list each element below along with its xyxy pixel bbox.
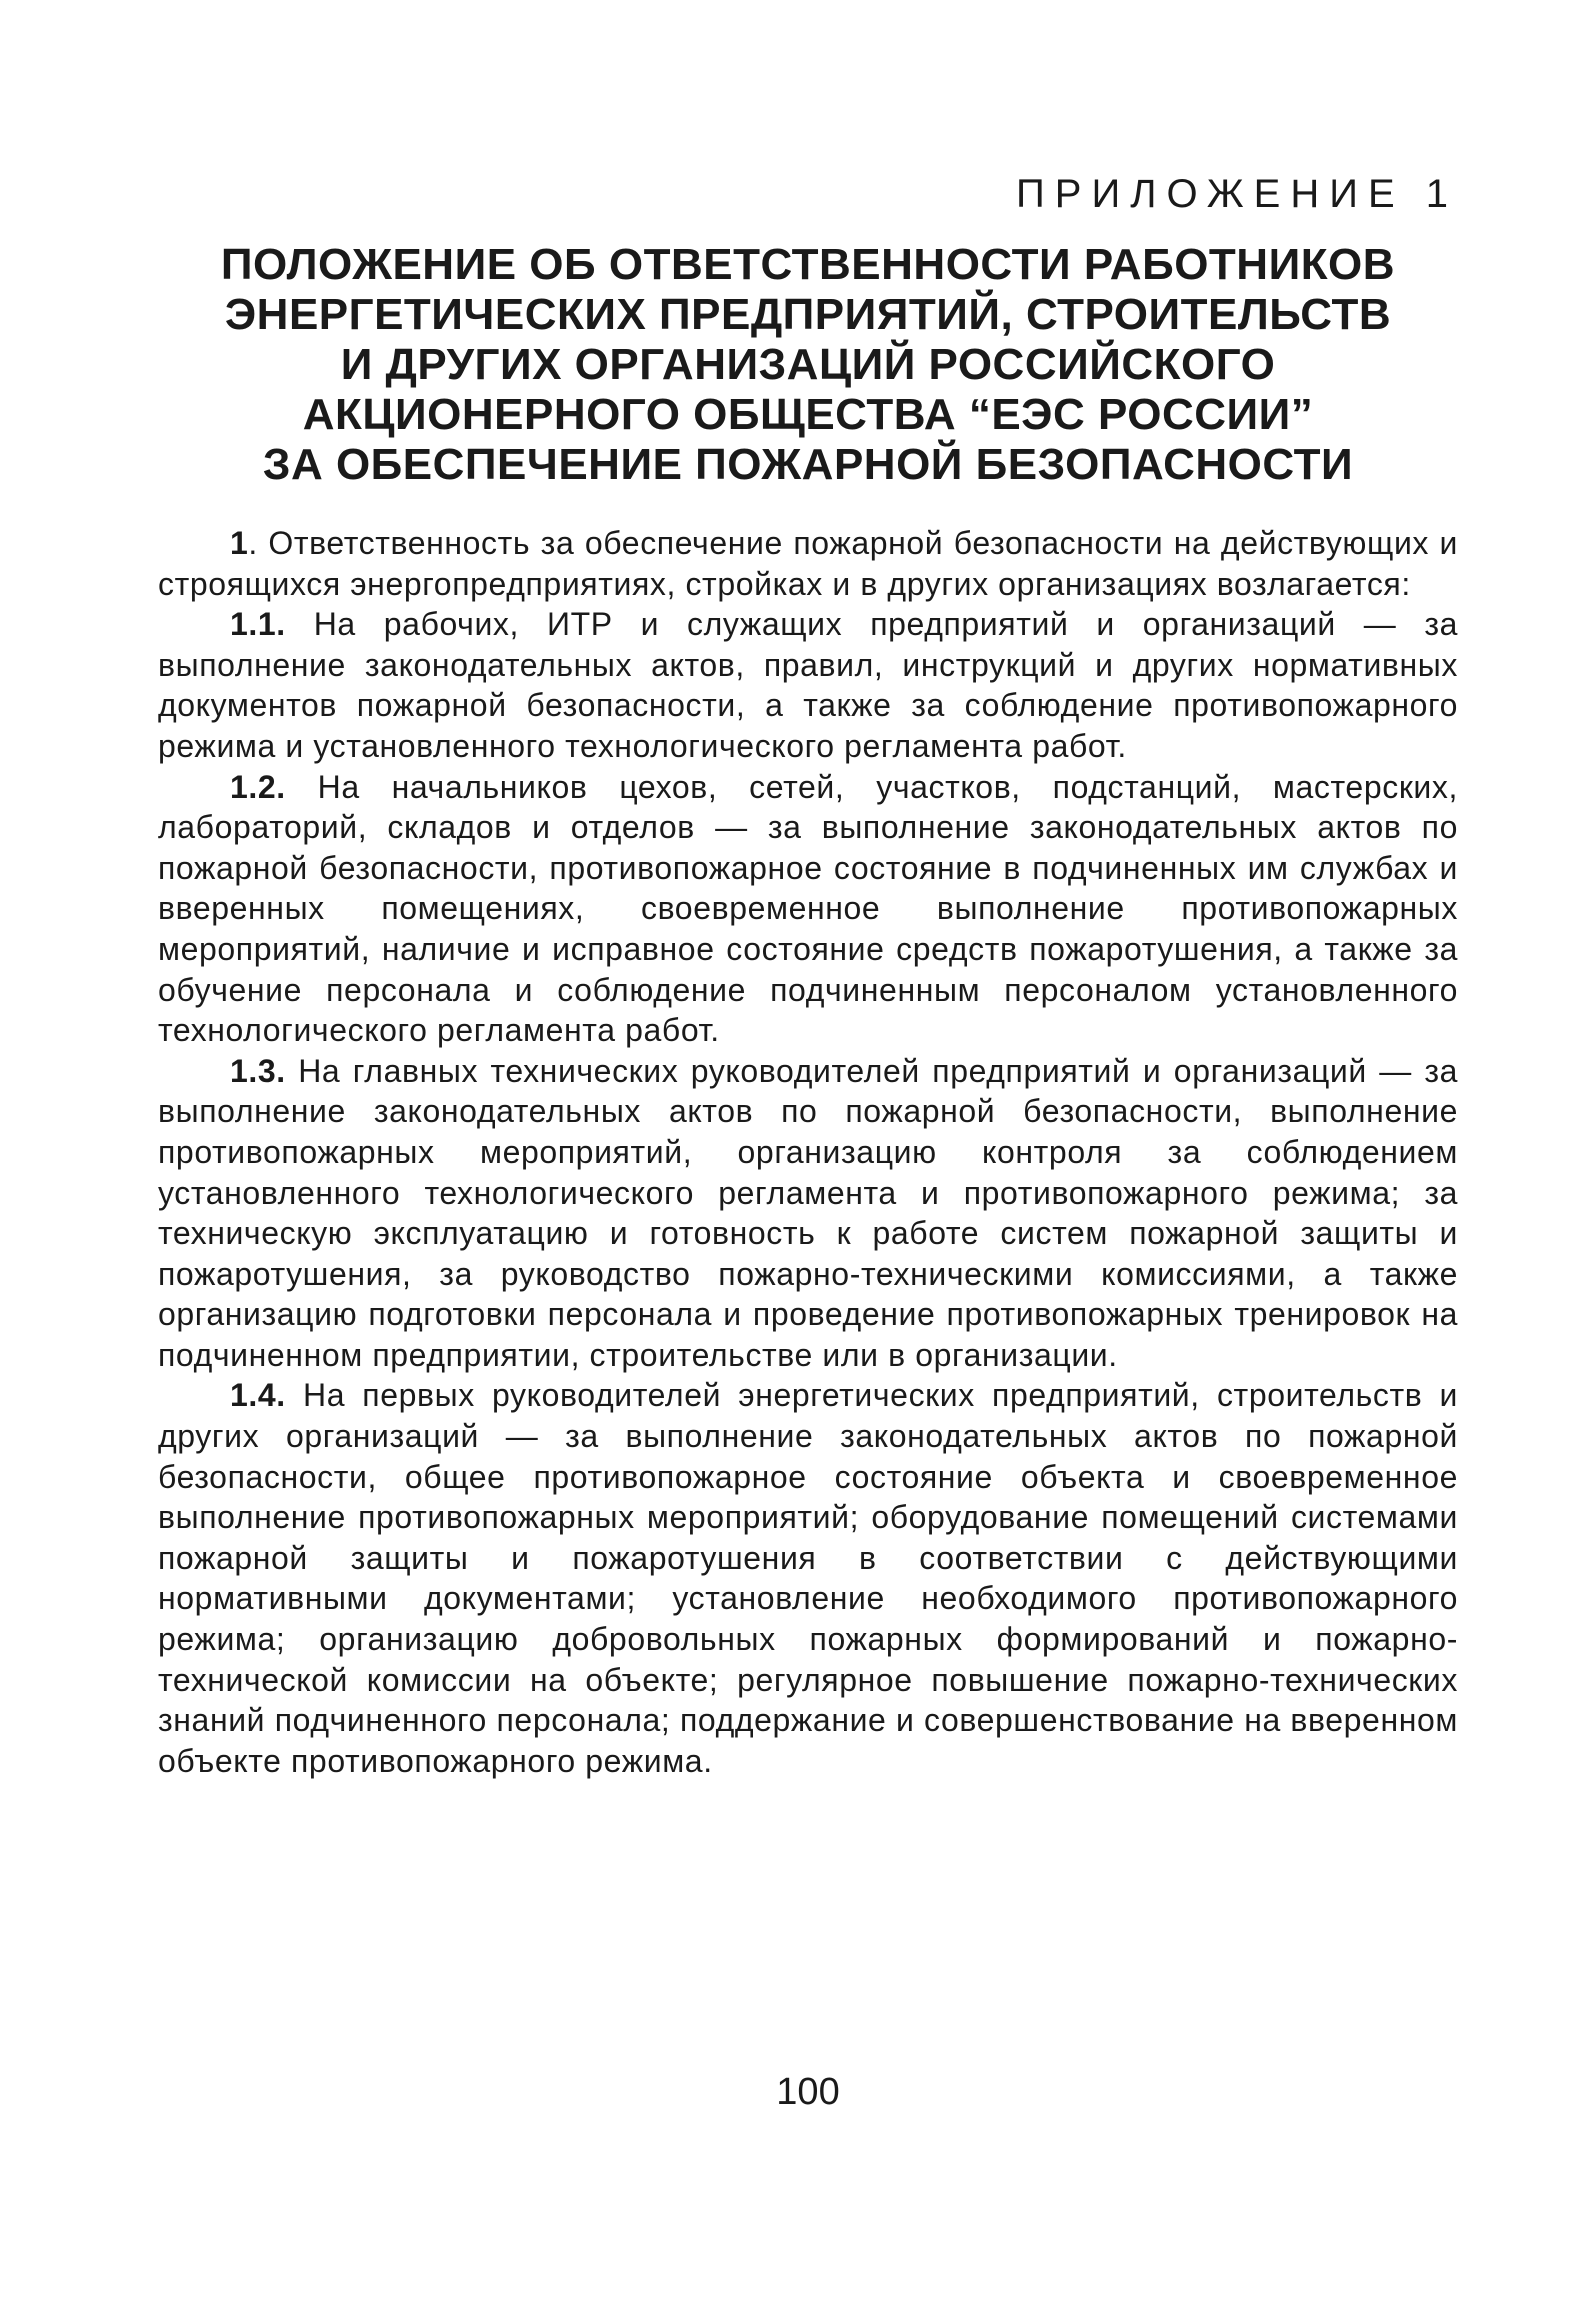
- paragraph-number: 1.4.: [230, 1377, 286, 1414]
- paragraph-1-2: [158, 767, 1458, 1051]
- document-body: [158, 523, 1458, 1781]
- paragraph-number: 1.3.: [230, 1052, 286, 1089]
- document-title: [158, 240, 1458, 490]
- paragraph-text: На начальников цехов, сетей, участков, подстанций, мастерских, лабораторий, складов и отделов — за выполнение законодательных актов по пожарной безопасности, противопожарное состояние в подчиненных им службах и вверенных помещениях, своевременное выполнение противопожарных мероприятий, наличие и исправное состояние средств пожаротушения, а также за обучение персонала и соблюдение подчиненным персоналом установленного технологического регламента работ.: [158, 768, 1458, 1049]
- paragraph-text: На рабочих, ИТР и служащих предприятий и организаций — за выполнение законодательных актов, правил, инструкций и других нормативных документов пожарной безопасности, а также за соблюдение противопожарного режима и установленного технологического регламента работ.: [158, 606, 1458, 764]
- paragraph-text: На первых руководителей энергетических предприятий, строительств и других организаций — за выполнение законодательных актов по пожарной безопасности, общее противопожарное состояние объекта и своевременное выполнение противопожарных мероприятий; оборудование помещений системами пожарной защиты и пожаротушения в соответствии с действующими нормативными документами; установление необходимого противопожарного режима; организацию добровольных пожарных формирований и пожарно-технической комиссии на объекте; регулярное повышение пожарно-технических знаний подчиненного персонала; поддержание и совершенствование на вверенном объекте противопожарного режима.: [158, 1377, 1458, 1779]
- paragraph-text: . Ответственность за обеспечение пожарной безопасности на действующих и строящихся энергопредприятиях, стройках и в других организациях возлагается:: [158, 525, 1458, 602]
- appendix-label: ПРИЛОЖЕНИЕ 1: [1016, 172, 1458, 216]
- paragraph-1: [158, 523, 1458, 604]
- document-page: [158, 170, 1458, 2210]
- paragraph-number: 1.2.: [230, 768, 286, 805]
- paragraph-1-4: [158, 1375, 1458, 1781]
- title-line: ЗА ОБЕСПЕЧЕНИЕ ПОЖАРНОЙ БЕЗОПАСНОСТИ: [262, 440, 1354, 489]
- title-line: ЭНЕРГЕТИЧЕСКИХ ПРЕДПРИЯТИЙ, СТРОИТЕЛЬСТВ: [224, 290, 1392, 339]
- page-number: 100: [776, 2071, 840, 2113]
- title-line: ПОЛОЖЕНИЕ ОБ ОТВЕТСТВЕННОСТИ РАБОТНИКОВ: [220, 240, 1396, 289]
- paragraph-number: 1: [230, 525, 249, 561]
- paragraph-1-1: [158, 604, 1458, 766]
- paragraph-1-3: [158, 1051, 1458, 1376]
- paragraph-text: На главных технических руководителей предприятий и организаций — за выполнение законодательных актов по пожарной безопасности, выполнение противопожарных мероприятий, организацию контроля за соблюдением установленного технологического регламента и противопожарного режима; за техническую эксплуатацию и готовность к работе систем пожарной защиты и пожаротушения, за руководство пожарно-техническими комиссиями, а также организацию подготовки персонала и проведение противопожарных тренировок на подчиненном предприятии, строительстве или в организации.: [158, 1052, 1458, 1373]
- title-line: И ДРУГИХ ОРГАНИЗАЦИЙ РОССИЙСКОГО: [340, 340, 1276, 389]
- title-line: АКЦИОНЕРНОГО ОБЩЕСТВА “ЕЭС РОССИИ”: [302, 390, 1314, 439]
- paragraph-number: 1.1.: [230, 606, 286, 643]
